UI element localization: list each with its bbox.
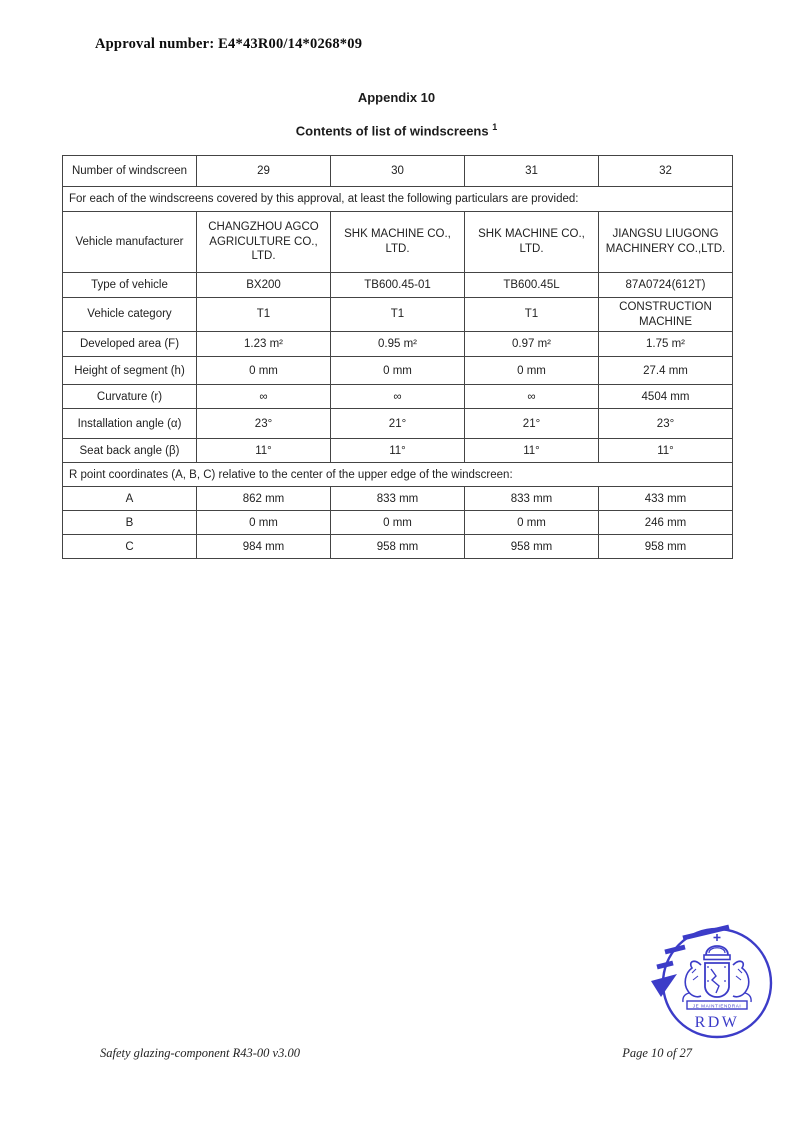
cell-value: 21° — [465, 409, 599, 439]
table-row-coord-a — [63, 487, 733, 511]
rdw-stamp — [649, 921, 779, 1043]
row-label: A — [63, 487, 197, 511]
cell-value: 23° — [599, 409, 733, 439]
table-row-seat-back-angle — [63, 439, 733, 463]
table-row-vehicle-type — [63, 273, 733, 298]
cell-value: 246 mm — [599, 511, 733, 535]
cell-value: TB600.45L — [465, 273, 599, 298]
row-label: Type of vehicle — [63, 273, 197, 298]
cell-value: 0.97 m² — [465, 332, 599, 357]
cell-value: 11° — [197, 439, 331, 463]
cell-value: 29 — [197, 156, 331, 187]
row-label: Vehicle manufacturer — [63, 212, 197, 273]
cell-value: 862 mm — [197, 487, 331, 511]
cell-value: BX200 — [197, 273, 331, 298]
rpoint-span-cell: R point coordinates (A, B, C) relative to the center of the upper edge of the windscreen: — [63, 463, 733, 487]
footer-page-number: Page 10 of 27 — [622, 1046, 692, 1060]
cell-value: 1.75 m² — [599, 332, 733, 357]
table-row-developed-area — [63, 332, 733, 357]
subtitle-footnote-marker: 1 — [492, 122, 498, 132]
footer-document-id: Safety glazing-component R43-00 v3.00 — [100, 1046, 300, 1060]
cell-value: 27.4 mm — [599, 357, 733, 385]
cell-value: 23° — [197, 409, 331, 439]
appendix-title: Appendix 10 — [357, 90, 436, 105]
cell-value: 433 mm — [599, 487, 733, 511]
cell-value: 958 mm — [599, 535, 733, 559]
cell-value: SHK MACHINE CO., LTD. — [465, 212, 599, 273]
cell-value: 30 — [331, 156, 465, 187]
table-row-manufacturer — [63, 212, 733, 273]
cell-value: 0 mm — [465, 357, 599, 385]
cell-value: 31 — [465, 156, 599, 187]
cell-value: T1 — [197, 298, 331, 332]
row-label: Installation angle (α) — [63, 409, 197, 439]
cell-value: TB600.45-01 — [331, 273, 465, 298]
cell-value: SHK MACHINE CO., LTD. — [331, 212, 465, 273]
approval-number: Approval number: E4*43R00/14*0268*09 — [95, 36, 363, 52]
cell-value: T1 — [331, 298, 465, 332]
row-label: Vehicle category — [63, 298, 197, 332]
table-row-vehicle-category — [63, 298, 733, 332]
cell-value: CONSTRUCTION MACHINE — [599, 298, 733, 332]
table-row-rpoint-heading — [63, 463, 733, 487]
row-label: Seat back angle (β) — [63, 439, 197, 463]
cell-value: 87A0724(612T) — [599, 273, 733, 298]
cell-value: 958 mm — [331, 535, 465, 559]
row-label: Height of segment (h) — [63, 357, 197, 385]
stamp-org: RDW — [694, 1014, 740, 1031]
subtitle-text: Contents of list of windscreens — [295, 123, 489, 139]
cell-value: 0 mm — [197, 511, 331, 535]
row-label: Number of windscreen — [63, 156, 197, 187]
cell-value: 21° — [331, 409, 465, 439]
cell-value: 833 mm — [465, 487, 599, 511]
cell-value: 0 mm — [465, 511, 599, 535]
intro-span-cell: For each of the windscreens covered by this approval, at least the following particulars are provided: — [63, 187, 733, 212]
cell-value: T1 — [465, 298, 599, 332]
row-label: Curvature (r) — [63, 385, 197, 409]
cell-value: 0 mm — [331, 511, 465, 535]
cell-value: ∞ — [331, 385, 465, 409]
table-row-installation-angle — [63, 409, 733, 439]
row-label: Developed area (F) — [63, 332, 197, 357]
table-row-coord-c — [63, 535, 733, 559]
windscreen-table — [62, 155, 733, 559]
cell-value: JIANGSU LIUGONG MACHINERY CO.,LTD. — [599, 212, 733, 273]
rdw-stamp-icon — [649, 921, 779, 1043]
cell-value: 4504 mm — [599, 385, 733, 409]
page-subtitle — [0, 122, 793, 138]
row-label: C — [63, 535, 197, 559]
table-row-segment-height — [63, 357, 733, 385]
table-row-intro — [63, 187, 733, 212]
cell-value: 11° — [331, 439, 465, 463]
cell-value: 11° — [465, 439, 599, 463]
cell-value: 0.95 m² — [331, 332, 465, 357]
cell-value: 984 mm — [197, 535, 331, 559]
stamp-motto: JE MAINTIENDRAI — [692, 1003, 742, 1009]
cell-value: 0 mm — [197, 357, 331, 385]
cell-value: 0 mm — [331, 357, 465, 385]
cell-value: 1.23 m² — [197, 332, 331, 357]
cell-value: 32 — [599, 156, 733, 187]
cell-value: 958 mm — [465, 535, 599, 559]
cell-value: CHANGZHOU AGCO AGRICULTURE CO., LTD. — [197, 212, 331, 273]
cell-value: ∞ — [465, 385, 599, 409]
table-row-curvature — [63, 385, 733, 409]
row-label: B — [63, 511, 197, 535]
table-row-coord-b — [63, 511, 733, 535]
cell-value: 833 mm — [331, 487, 465, 511]
cell-value: ∞ — [197, 385, 331, 409]
cell-value: 11° — [599, 439, 733, 463]
table-row-number — [63, 156, 733, 187]
